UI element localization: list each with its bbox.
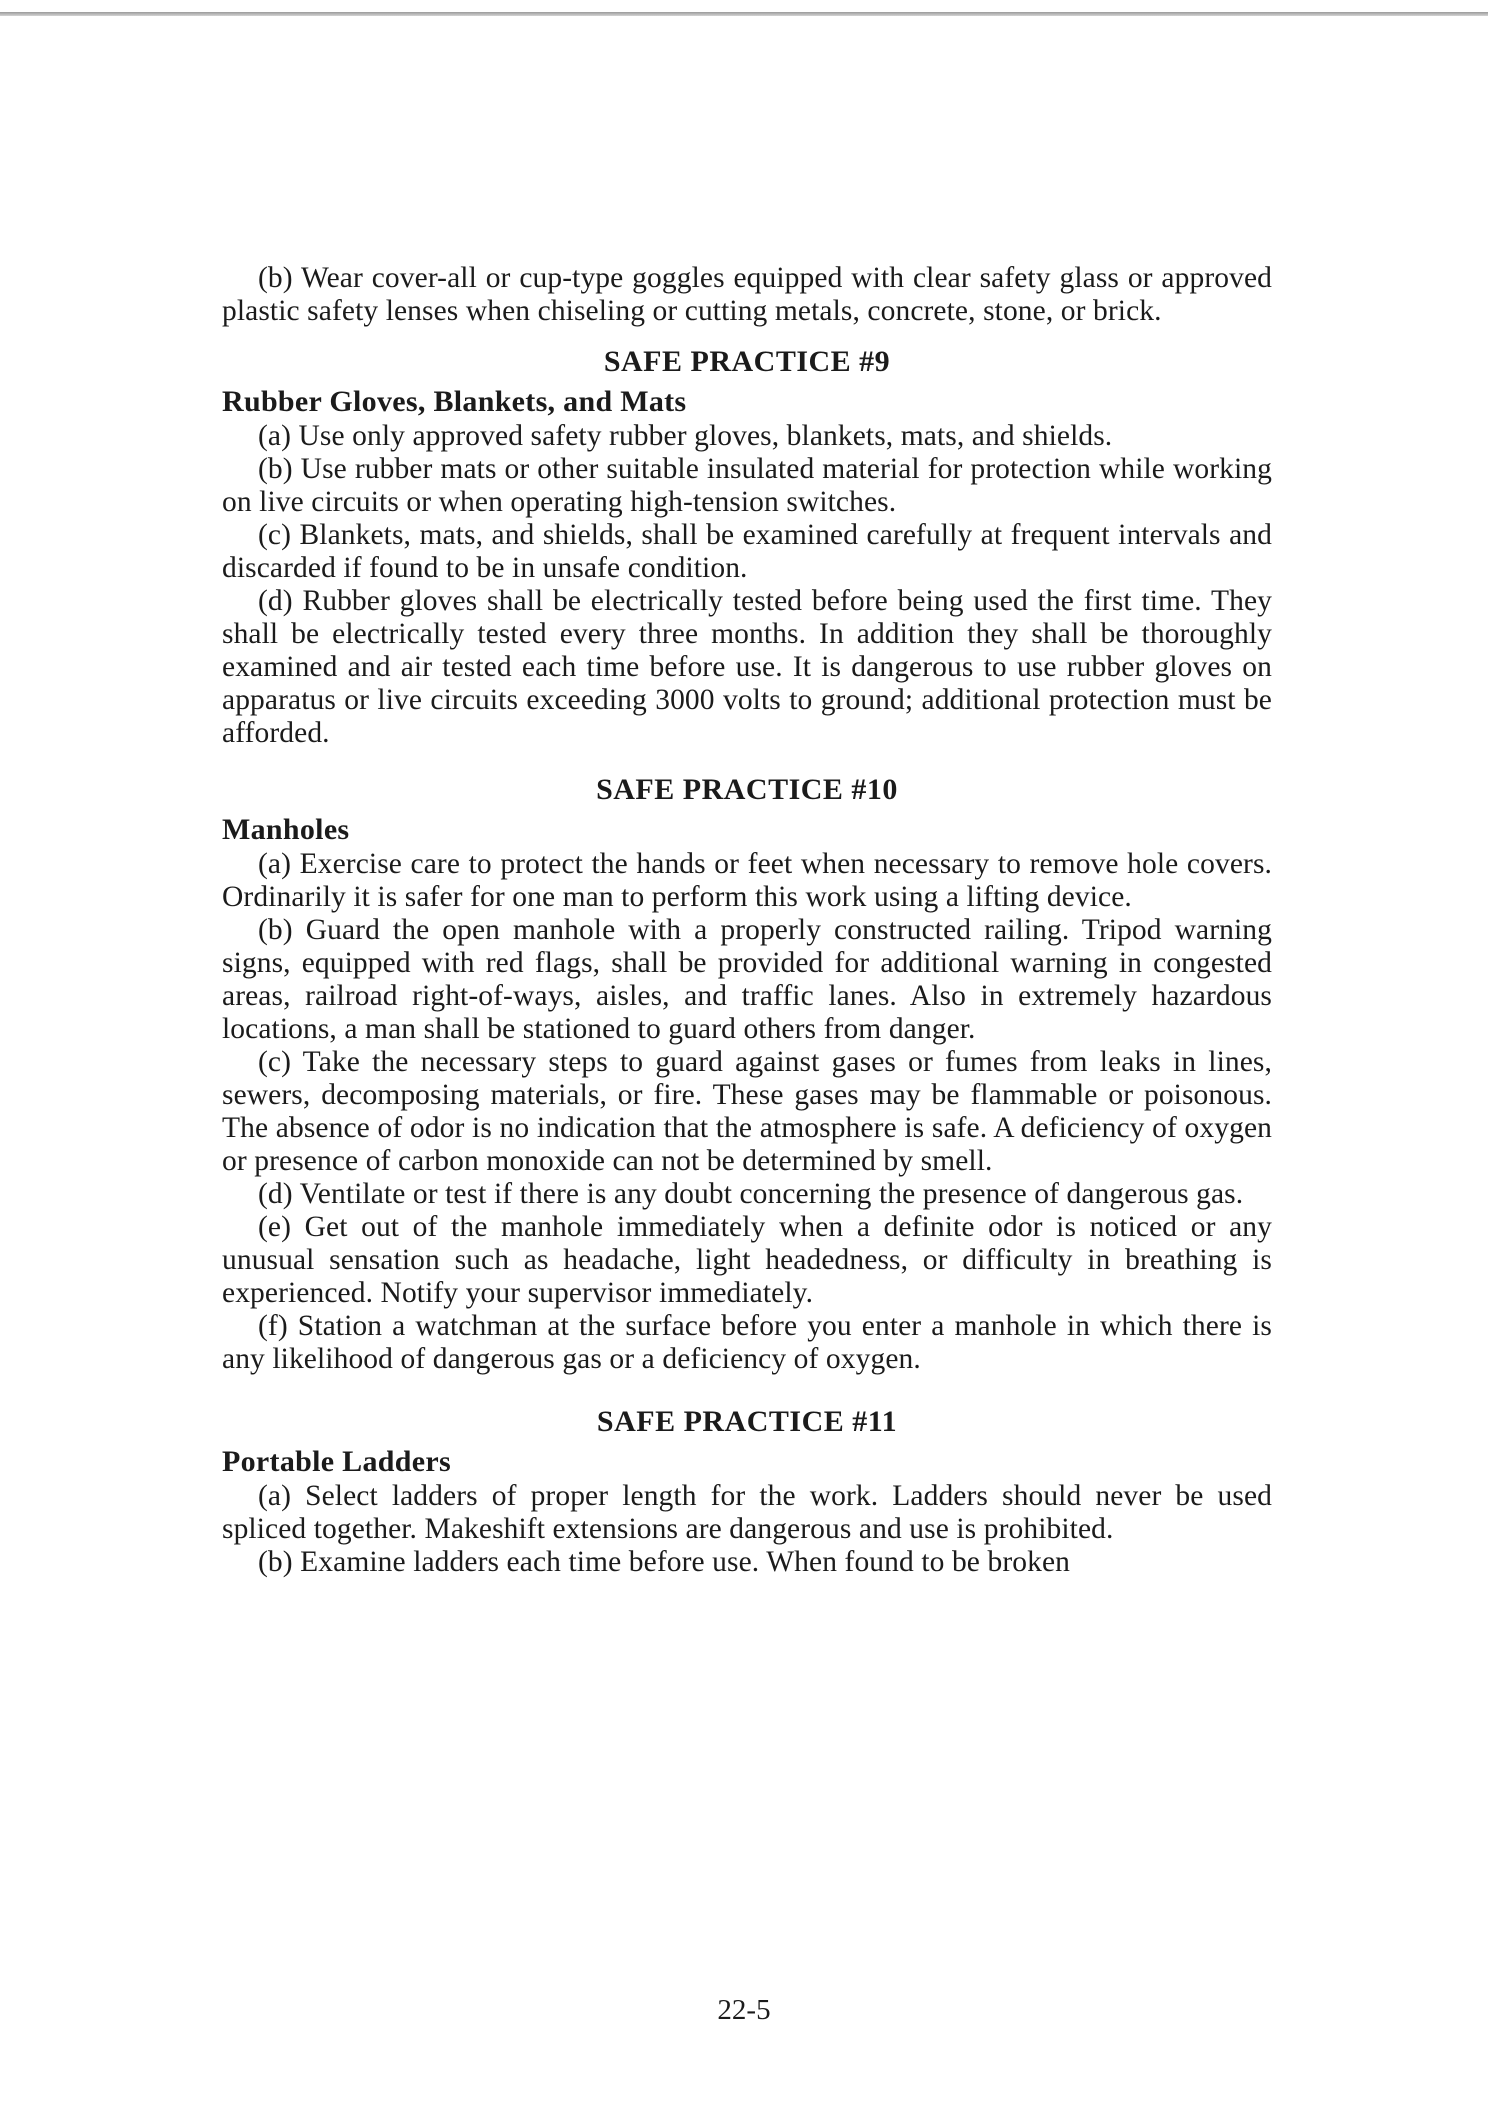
paragraph-b: (b) Use rubber mats or other suitable insulated material for protection while working on live circuits or when operating high-tension switches.	[222, 453, 1272, 518]
paragraph-e: (e) Get out of the manhole immediately when a definite odor is noticed or any unusual sensation such as headache, light headedness, or difficulty in breathing is experienced. Notify your supervisor immediately.	[222, 1211, 1272, 1309]
section-subheading: Portable Ladders	[222, 1445, 451, 1478]
paragraph-c: (c) Take the necessary steps to guard against gases or fumes from leaks in lines, sewers, decomposing materials, or fire. These gases may be flammable or poisonous. The absence of odor is no indication that the atmosphere is safe. A deficiency of oxygen or presence of carbon monoxide can not be determined by smell.	[222, 1046, 1272, 1177]
paragraph-a: (a) Exercise care to protect the hands or feet when necessary to remove hole covers. Ordinarily it is safer for one man to perform this work using a lifting device.	[222, 848, 1272, 913]
paragraph-d: (d) Ventilate or test if there is any doubt concerning the presence of dangerous gas.	[258, 1178, 1244, 1210]
section-safe-practice-11	[222, 1404, 1272, 1579]
page-number: 22-5	[717, 1994, 771, 2026]
paragraph-b: (b) Guard the open manhole with a properly constructed railing. Tripod warning signs, equipped with red flags, shall be provided for additional warning in congested areas, railroad right-of-ways, aisles, and traffic lanes. Also in extremely hazardous locations, a man shall be stationed to guard others from danger.	[222, 914, 1272, 1045]
intro-paragraph-b: (b) Wear cover-all or cup-type goggles equipped with clear safety glass or approved plastic safety lenses when chiseling or cutting metals, concrete, stone, or brick.	[222, 262, 1272, 327]
paragraph-c: (c) Blankets, mats, and shields, shall be examined carefully at frequent intervals and discarded if found to be in unsafe condition.	[222, 519, 1272, 584]
scan-edge-line	[0, 12, 1488, 16]
paragraph-d: (d) Rubber gloves shall be electrically tested before being used the first time. They shall be electrically tested every three months. In addition they shall be thoroughly examined and air tested each time before use. It is dangerous to use rubber gloves on apparatus or live circuits exceeding 3000 volts to ground; additional protection must be afforded.	[222, 585, 1272, 749]
paragraph-a: (a) Select ladders of proper length for the work. Ladders should never be used spliced together. Makeshift extensions are dangerous and use is prohibited.	[222, 1480, 1272, 1545]
paragraph-a: (a) Use only approved safety rubber gloves, blankets, mats, and shields.	[258, 420, 1113, 452]
section-safe-practice-9	[222, 344, 1272, 750]
section-heading: SAFE PRACTICE #10	[596, 773, 898, 806]
section-heading: SAFE PRACTICE #11	[596, 1405, 898, 1438]
document-body	[222, 262, 1272, 1579]
paragraph-f: (f) Station a watchman at the surface before you enter a manhole in which there is any likelihood of dangerous gas or a deficiency of oxygen.	[222, 1310, 1272, 1375]
section-subheading: Rubber Gloves, Blankets, and Mats	[222, 385, 687, 418]
paragraph-b: (b) Examine ladders each time before use. When found to be broken	[258, 1546, 1070, 1578]
section-subheading: Manholes	[222, 813, 350, 846]
section-safe-practice-10	[222, 772, 1272, 1376]
section-heading: SAFE PRACTICE #9	[603, 345, 891, 378]
